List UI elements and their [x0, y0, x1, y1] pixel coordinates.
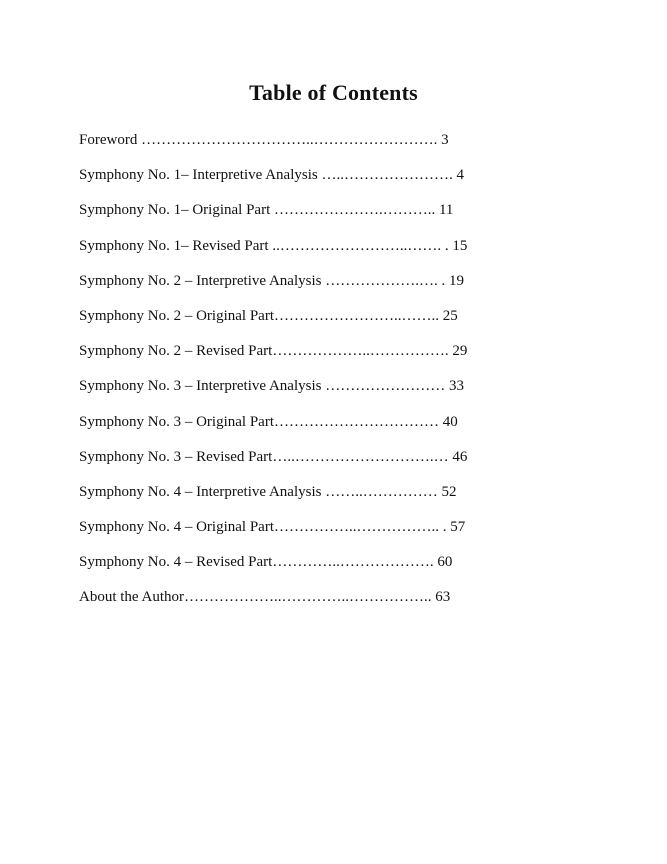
- toc-entry: Symphony No. 2 – Interpretive Analysis ……………….…. . 19: [79, 272, 464, 289]
- toc-entry: Symphony No. 1– Interpretive Analysis …..…………………. 4: [79, 167, 464, 184]
- toc-entry: Symphony No. 4 – Interpretive Analysis ……..…………… 52: [79, 483, 457, 500]
- toc-entry: Symphony No. 3 – Original Part…………………………… 40: [79, 413, 458, 430]
- table-of-contents: [79, 128, 499, 621]
- toc-entry: Symphony No. 4 – Revised Part…………..………………. 60: [79, 554, 453, 571]
- toc-entry: Symphony No. 2 – Original Part……………………..…….. 25: [79, 307, 458, 324]
- toc-entry: Foreword ……………………………..……………………. 3: [79, 132, 449, 148]
- toc-entry: About the Author………………..…………..…………….. 63: [79, 589, 451, 606]
- toc-entry: Symphony No. 2 – Revised Part………………..……………. 29: [79, 343, 468, 360]
- page-title: Table of Contents: [249, 80, 418, 105]
- toc-entry: Symphony No. 4 – Original Part……………..…………….. . 57: [79, 519, 466, 536]
- toc-entry: Symphony No. 3 – Interpretive Analysis …………………… 33: [79, 378, 464, 395]
- toc-entry: Symphony No. 1– Revised Part ..……………………..……. . 15: [79, 237, 468, 254]
- toc-entry: Symphony No. 1– Original Part ………………….……….. 11: [79, 202, 454, 219]
- toc-entry: Symphony No. 3 – Revised Part…..……………………….… 46: [79, 448, 468, 465]
